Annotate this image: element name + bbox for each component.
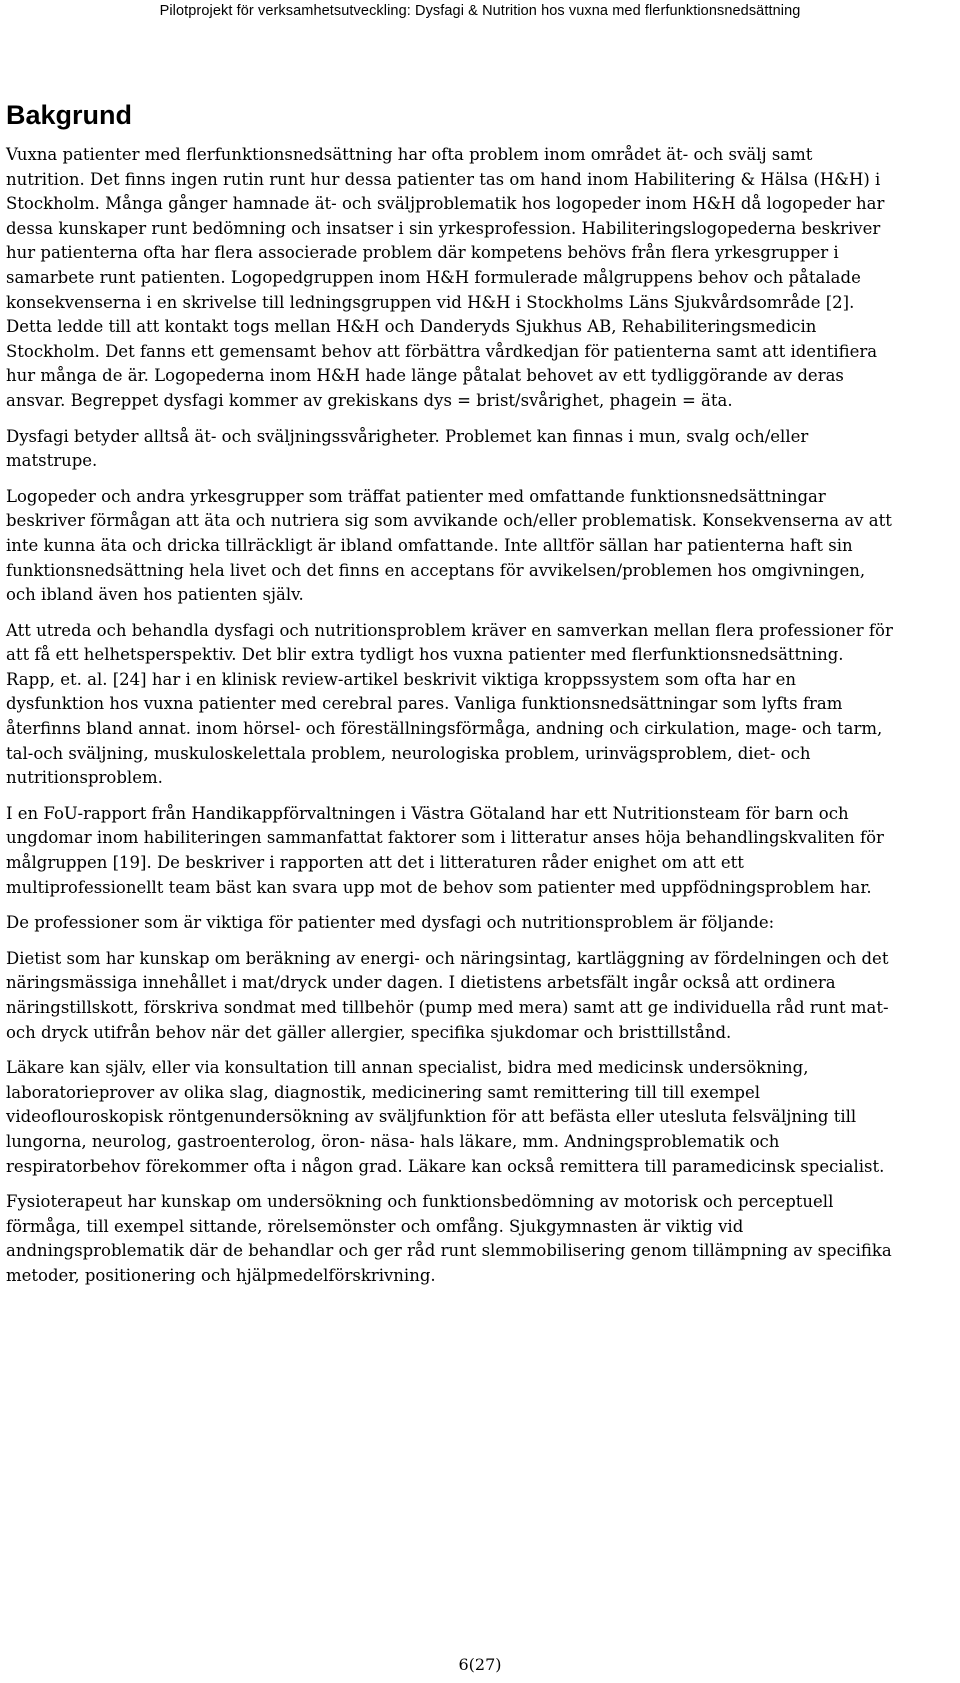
paragraph-3: Logopeder och andra yrkesgrupper som träffat patienter med omfattande funktionsnedsättningar beskriver förmågan att äta och nutriera sig som avvikande och/eller problematisk. Konsekvenserna av att inte kunna äta och dricka tillräckligt är ibland omfattande. Inte alltför sällan har patienterna haft sin funktionsnedsättning hela livet och det finns en acceptans för avvikelsen/problemen hos omgivningen, och ibland även hos patienten själv. <box>6 486 892 605</box>
paragraph-9: Fysioterapeut har kunskap om undersökning och funktionsbedömning av motorisk och perceptuell förmåga, till exempel sittande, rörelsemönster och omfång. Sjukgymnasten är viktig vid andningsproblematik där de behandlar och ger råd runt slemmobilisering genom tillämpning av specifika metoder, positionering och hjälpmedelförskrivning. <box>6 1192 892 1285</box>
paragraph-2: Dysfagi betyder alltså ät- och sväljningssvårigheter. Problemet kan finnas i mun, svalg och/eller matstrupe. <box>6 426 809 471</box>
running-header: Pilotprojekt för verksamhetsutveckling: Dysfagi & Nutrition hos vuxna med flerfunktionsnedsättning <box>159 3 801 19</box>
page-number: 6(27) <box>458 1655 502 1674</box>
paragraph-5: I en FoU-rapport från Handikappförvaltningen i Västra Götaland har ett Nutritionsteam för barn och ungdomar inom habiliteringen sammanfattat faktorer som i litteratur anses höja behandlingskvaliten för målgruppen [19]. De beskriver i rapporten att det i litteraturen råder enighet om att ett multiprofessionellt team bäst kan svara upp mot de behov som patienter med uppfödningsproblem har. <box>6 803 884 897</box>
paragraph-8: Läkare kan själv, eller via konsultation till annan specialist, bidra med medicinsk undersökning, laboratorieprover av olika slag, diagnostik, medicinering samt remittering till till exempel videoflouroskopisk röntgenundersökning av sväljfunktion för att befästa eller utesluta felsväljning till lungorna, neurolog, gastroenterolog, öron- näsa- hals läkare, mm. Andningsproblematik och respiratorbehov förekommer ofta i någon grad. Läkare kan också remittera till paramedicinsk specialist. <box>6 1058 885 1176</box>
paragraph-7: Dietist som har kunskap om beräkning av energi- och näringsintag, kartläggning av fördelningen och det näringsmässiga innehållet i mat/dryck under dagen. I dietistens arbetsfält ingår också att ordinera näringstillskott, förskriva sondmat med tillbehör (pump med mera) samt att ge individuella råd runt mat- och dryck utifrån behov när det gäller allergier, specifika sjukdomar och bristtillstånd. <box>6 948 889 1042</box>
paragraph-4: Att utreda och behandla dysfagi och nutritionsproblem kräver en samverkan mellan flera professioner för att få ett helhetsperspektiv. Det blir extra tydligt hos vuxna patienter med flerfunktionsnedsättning. Rapp, et. al. [24] har i en klinisk review-artikel beskrivit viktiga kroppssystem som ofta har en dysfunktion hos vuxna patienter med cerebral pares. Vanliga funktionsnedsättningar som lyfts fram återfinns bland annat. inom hörsel- och föreställningsförmåga, andning och cirkulation, mage- och tarm, tal-och sväljning, muskuloskelettala problem, neurologiska problem, urinvägsproblem, diet- och nutritionsproblem. <box>6 620 893 788</box>
section-heading: Bakgrund <box>6 100 133 130</box>
paragraph-1: Vuxna patienter med flerfunktionsnedsättning har ofta problem inom området ät- och svälj samt nutrition. Det finns ingen rutin runt hur dessa patienter tas om hand inom Habilitering & Hälsa (H&H) i Stockholm. Många gånger hamnade ät- och sväljproblematik hos logopeder inom H&H då logopeder har dessa kunskaper runt bedömning och insatser i sin yrkesprofession. Habiliteringslogopederna beskriver hur patienterna ofta har flera associerade problem där kompetens behövs från flera yrkesgrupper i samarbete runt patienten. Logopedgruppen inom H&H formulerade målgruppens behov och påtalade konsekvenserna i en skrivelse till ledningsgruppen vid H&H i Stockholms Läns Sjukvårdsområde [2]. Detta ledde till att kontakt togs mellan H&H och Danderyds Sjukhus AB, Rehabiliteringsmedicin Stockholm. Det fanns ett gemensamt behov att förbättra vårdkedjan för patienterna samt att identifiera hur många de är. Logopederna inom H&H hade länge påtalat behovet av ett tydliggörande av deras ansvar. Begreppet dysfagi kommer av grekiskans dys = brist/svårighet, phagein = äta. <box>6 145 885 410</box>
body-text <box>6 143 896 1300</box>
paragraph-6: De professioner som är viktiga för patienter med dysfagi och nutritionsproblem är följande: <box>6 913 775 933</box>
